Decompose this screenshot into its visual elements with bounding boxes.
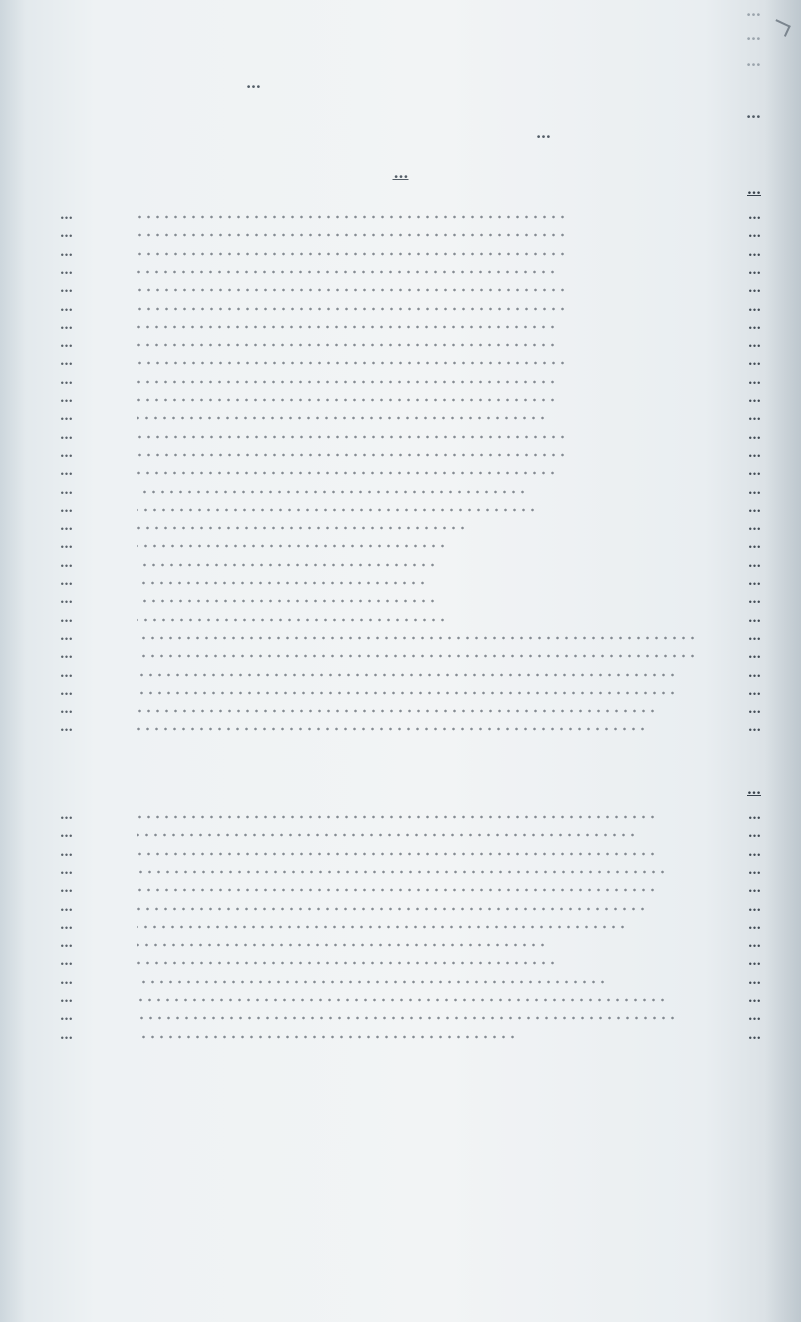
section-1-row-number: … (60, 226, 73, 242)
section-1-row-number: … (60, 537, 73, 553)
section-1-row-description: … (748, 354, 761, 370)
section-2-row-description: … (748, 826, 761, 842)
section-1-row-leader-dots (137, 521, 467, 535)
section-1-row-number: … (60, 372, 73, 388)
section-1-row-description: … (748, 391, 761, 406)
section-1-row-description: … (748, 464, 761, 480)
section-2-row-leader-dots (137, 902, 647, 916)
section-1-row-description: … (748, 683, 761, 699)
section-1-row-number: … (60, 574, 73, 589)
section-1-row-number: … (60, 409, 73, 425)
section-2-row-description: … (748, 972, 761, 988)
section-2-row-leader-dots (137, 828, 637, 842)
section-1-row-number: … (60, 702, 73, 718)
section-1-row-number: … (60, 592, 73, 608)
section-2-row-leader-dots (137, 956, 557, 970)
section-1-row-leader-dots (137, 631, 697, 645)
section-1-row-leader-dots (137, 228, 567, 242)
section-1-row-number: … (60, 336, 73, 352)
section-1-row-number: … (60, 482, 73, 498)
section-1-row-leader-dots (137, 668, 677, 682)
section-1-row-description: … (748, 372, 761, 388)
section-2-row-leader-dots (137, 1030, 517, 1044)
section-1-row-leader-dots (137, 210, 567, 224)
section-1-row-number: … (60, 720, 73, 736)
section-2-row-number: … (60, 899, 73, 915)
section-1-row-description: … (748, 500, 761, 516)
section-1-row-description: … (748, 574, 761, 589)
section-1-row-leader-dots (137, 411, 547, 425)
section-2-row-number: … (60, 972, 73, 988)
section-1-row-leader-dots (137, 247, 567, 261)
section-2-row-description: … (748, 862, 761, 878)
section-1-row-leader-dots (137, 265, 557, 279)
section-1-row-leader-dots (137, 356, 567, 370)
section-1-row-leader-dots (137, 485, 527, 499)
section-2-row-description: … (748, 808, 761, 823)
section-1-row-description: … (748, 537, 761, 553)
section-1-row-leader-dots (137, 338, 557, 352)
section-1-row-description: … (748, 299, 761, 315)
section-1-row-description: … (748, 702, 761, 718)
section-1-row-number: … (60, 500, 73, 516)
section-1-row-leader-dots (137, 576, 427, 590)
section-1-row-leader-dots (137, 448, 567, 462)
section-1-row-number: … (60, 354, 73, 370)
section-1-row-leader-dots (137, 539, 447, 553)
section-1-row-leader-dots (137, 283, 567, 297)
section-1-row-description: … (748, 317, 761, 333)
section-1-row-leader-dots (137, 649, 697, 663)
section-2-row-description: … (748, 1009, 761, 1025)
section-2-row-number: … (60, 991, 73, 1006)
section-1-row-leader-dots (137, 558, 437, 572)
section-1-row-description: … (748, 226, 761, 242)
section-1-row-number: … (60, 391, 73, 406)
section-1-row-description: … (748, 427, 761, 443)
section-2-row-number: … (60, 881, 73, 897)
section-2-row-number: … (60, 954, 73, 970)
section-1-row-number: … (60, 464, 73, 480)
section-1-row-description: … (748, 628, 761, 644)
section-2-row-number: … (60, 917, 73, 933)
section-2-row-description: … (748, 917, 761, 933)
section-1-row-leader-dots (137, 594, 437, 608)
section-2-row-leader-dots (137, 883, 657, 897)
section-1-row-description: … (748, 281, 761, 297)
header-line-2: … (745, 104, 761, 122)
section-1-row-description: … (748, 409, 761, 425)
section-2-row-description: … (748, 844, 761, 860)
section-1-row-number: … (60, 555, 73, 571)
section-2-row-number: … (60, 1009, 73, 1025)
header-line-1: … (245, 74, 261, 92)
section-1-row-leader-dots (137, 613, 447, 627)
section-1-row-number: … (60, 683, 73, 699)
section-2-row-number: … (60, 862, 73, 878)
section-2-row-number: … (60, 844, 73, 860)
section-1-row-description: … (748, 555, 761, 571)
section-1-row-number: … (60, 262, 73, 278)
section-1-row-description: … (748, 244, 761, 260)
section-2-row-description: … (748, 881, 761, 897)
section-2-row-description: … (748, 899, 761, 915)
section-1-row-leader-dots (137, 466, 557, 480)
header-line-3: … (535, 124, 551, 142)
section-1-row-leader-dots (137, 430, 567, 444)
header-ghost-line-2: … (745, 26, 761, 44)
section-2-row-leader-dots (137, 865, 667, 879)
section-2-row-leader-dots (137, 975, 607, 989)
section-1-row-leader-dots (137, 375, 557, 389)
section-1-row-description: … (748, 610, 761, 626)
section-1-row-leader-dots (137, 320, 557, 334)
section-1-row-description: … (748, 592, 761, 608)
section-1-row-description: … (748, 720, 761, 736)
section-1-row-description: … (748, 336, 761, 352)
section-1-row-description: … (748, 262, 761, 278)
section-2-label: … (747, 782, 761, 798)
section-2-row-leader-dots (137, 810, 657, 824)
section-2-row-number: … (60, 808, 73, 823)
section-1-row-leader-dots (137, 302, 567, 316)
section-1-row-number: … (60, 647, 73, 663)
section-1-row-number: … (60, 317, 73, 333)
section-1-row-number: … (60, 445, 73, 461)
section-1-row-description: … (748, 519, 761, 535)
section-1-row-number: … (60, 281, 73, 297)
section-2-row-leader-dots (137, 847, 657, 861)
section-2-row-description: … (748, 991, 761, 1006)
document-title: … (392, 164, 409, 182)
section-2-row-leader-dots (137, 920, 627, 934)
section-1-row-number: … (60, 208, 73, 223)
section-1-row-number: … (60, 299, 73, 315)
section-2-row-description: … (748, 954, 761, 970)
section-2-row-leader-dots (137, 993, 667, 1007)
section-1-row-number: … (60, 628, 73, 644)
section-1-row-leader-dots (137, 503, 537, 517)
section-1-row-description: … (748, 665, 761, 681)
header-ghost-line-1: … (745, 2, 761, 20)
section-1-row-number: … (60, 610, 73, 626)
section-2-row-description: … (748, 1027, 761, 1043)
section-1-row-number: … (60, 519, 73, 535)
header-ghost-line-3: … (745, 52, 761, 70)
section-1-row-leader-dots (137, 722, 647, 736)
section-1-label: … (747, 182, 761, 198)
section-2-row-description: … (748, 936, 761, 952)
section-1-row-number: … (60, 427, 73, 443)
section-1-row-description: … (748, 482, 761, 498)
section-1-row-number: … (60, 665, 73, 681)
section-2-row-number: … (60, 936, 73, 952)
section-2-row-number: … (60, 1027, 73, 1043)
section-1-row-leader-dots (137, 393, 557, 407)
section-1-row-leader-dots (137, 686, 677, 700)
section-1-row-description: … (748, 647, 761, 663)
section-1-row-leader-dots (137, 704, 657, 718)
section-1-row-description: … (748, 445, 761, 461)
section-1-row-description: … (748, 208, 761, 223)
section-1-row-number: … (60, 244, 73, 260)
section-2-row-leader-dots (137, 1011, 677, 1025)
section-2-row-number: … (60, 826, 73, 842)
section-2-row-leader-dots (137, 938, 547, 952)
